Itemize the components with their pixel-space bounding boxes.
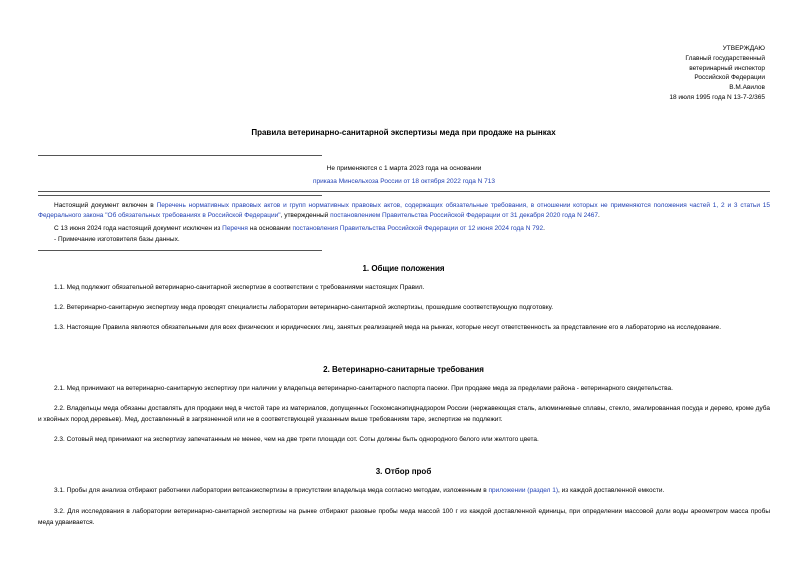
section3-paragraph-2: 3.2. Для исследования в лаборатории ветеринарно-санитарной экспертизы на рынке отбирают разовые пробы меда массой 100 г из каждой доставленной единицы, при определении массовой доли воды ареометром масса пробы меда удваивается. xyxy=(38,508,770,526)
document-title: Правила ветеринарно-санитарной экспертизы меда при продаже на рынках xyxy=(251,128,556,137)
status-note-line2 xyxy=(38,178,770,186)
approval-position-line3: Российской Федерации xyxy=(694,74,765,82)
info-p2-text-a: С 13 июня 2024 года настоящий документ исключен из xyxy=(54,225,223,232)
info-p1-text-c: . xyxy=(598,211,600,219)
section1-paragraph-3: 1.3. Настоящие Правила являются обязательными для всех физических и юридических лиц, занятых реализацией меда на рынках, которые несут ответственность за представление его в лабораторию на исследование. xyxy=(54,324,722,331)
info-p2-text-c: . xyxy=(543,225,545,232)
appendix-link[interactable]: приложении (раздел 1) xyxy=(488,487,559,494)
info-p2-link-decree[interactable]: постановления Правительства Российской Федерации от 12 июня 2024 года N 792 xyxy=(292,225,544,232)
divider-top xyxy=(38,155,322,156)
info-p1-text-b: , утвержденный xyxy=(280,211,331,219)
divider-short xyxy=(38,195,322,196)
info-paragraph-2 xyxy=(38,224,770,234)
database-note: - Примечание изготовителя базы данных. xyxy=(54,236,180,243)
section3-p1-text-b: , из каждой доставленной емкости. xyxy=(558,487,665,494)
section2-paragraph-1: 2.1. Мед принимают на ветеринарно-санитарную экспертизу при наличии у владельца ветеринарно-санитарного паспорта пасеки. При продаже меда за пределами района - ветеринарного свидетельства. xyxy=(54,385,673,392)
info-p2-link-list[interactable]: Перечня xyxy=(222,225,248,232)
divider-bottom xyxy=(38,250,322,251)
section1-paragraph-2: 1.2. Ветеринарно-санитарную экспертизу меда проводят специалисты лаборатории ветеринарно-санитарной экспертизы, прошедшие соответствующую подготовку. xyxy=(54,304,554,311)
section1-paragraph-1: 1.1. Мед подлежит обязательной ветеринарно-санитарной экспертизе в соответствии с требованиями настоящих Правил. xyxy=(54,284,425,291)
section3-p1-text-a: 3.1. Пробы для анализа отбирают работники лаборатории ветсанэкспертизы в присутствии владельца меда согласно методам, изложенным в xyxy=(54,487,489,494)
section2-paragraph-2: 2.2. Владельцы меда обязаны доставлять для продажи мед в чистой таре из материалов, допущенных Госкомсанэпиднадзором России (нержавеющая сталь, алюминиевые сплавы, стекло, эмалированная посуда и дерево, кроме дуба и хвойных пород деревьев). Мед, доставленный в загрязненной или не в соответствующей указанным выше требованиям таре, экспертизе не подлежит. xyxy=(38,405,770,423)
info-p1-link-list[interactable]: Перечень нормативных правовых актов и групп нормативных правовых актов, содержащих обязательные требования, в отношении которых не применяются положения частей 1, 2 и 3 статьи 15 Федерального закона "Об обязательных требованиях в Российской Федерации" xyxy=(38,202,770,219)
info-p1-link-decree[interactable]: постановлением Правительства Российской Федерации от 31 декабря 2020 года N 2467 xyxy=(330,211,599,219)
info-p1-text-a: Настоящий документ включен в xyxy=(54,202,157,209)
status-note-text: Не применяются с 1 марта 2023 года на основании xyxy=(326,165,482,172)
section2-heading: 2. Ветеринарно-санитарные требования xyxy=(323,365,484,374)
info-p2-text-b: на основании xyxy=(247,225,293,232)
approval-date-number: 18 июля 1995 года N 13-7-2/365 xyxy=(669,93,765,101)
status-note-link[interactable]: приказа Минсельхоза России от 18 октября 2022 года N 713 xyxy=(313,178,495,185)
approval-heading: УТВЕРЖДАЮ xyxy=(722,45,765,52)
section2-paragraph-3: 2.3. Сотовый мед принимают на экспертизу запечатанным не менее, чем на две трети площади сот. Соты должны быть однородного белого или желтого цвета. xyxy=(54,436,539,443)
section3-paragraph-1 xyxy=(38,486,770,497)
info-paragraph-1 xyxy=(38,201,770,220)
approval-position-line1: Главный государственный xyxy=(685,54,765,62)
section3-heading: 3. Отбор проб xyxy=(375,467,432,476)
approval-signer: В.М.Авилов xyxy=(729,84,765,92)
approval-block xyxy=(669,44,765,103)
approval-position-line2: ветеринарный инспектор xyxy=(689,64,765,72)
section1-heading: 1. Общие положения xyxy=(362,264,445,273)
divider-full xyxy=(38,191,770,192)
